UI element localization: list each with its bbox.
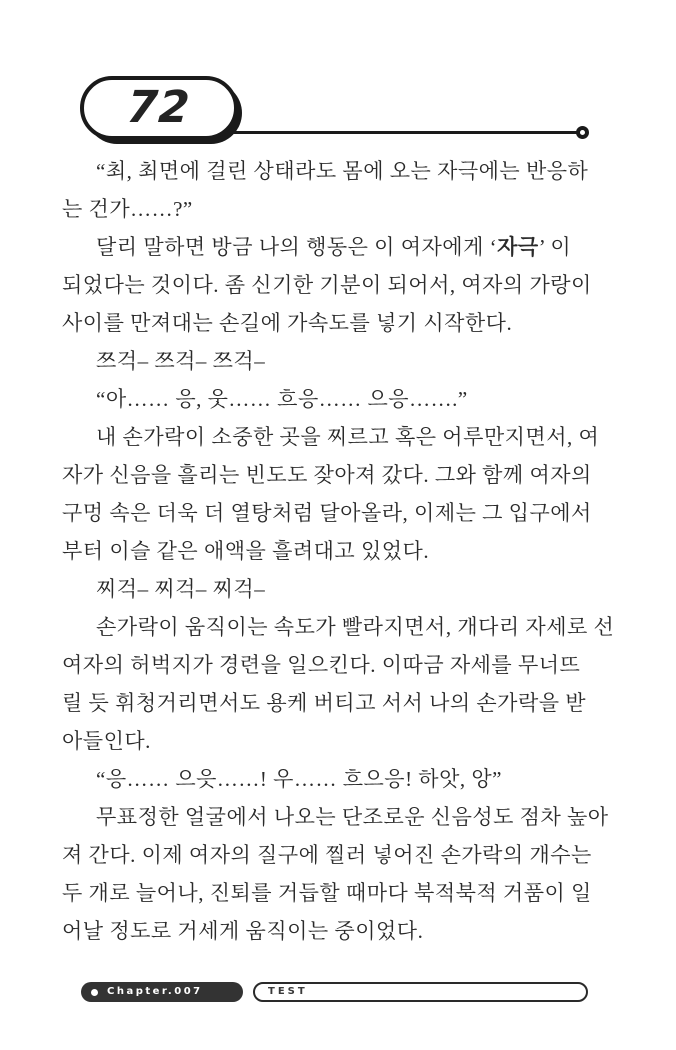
text-segment: 여자의 허벅지가 경련을 일으킨다. 이따금 자세를 무너뜨	[62, 653, 581, 677]
chapter-badge	[81, 982, 243, 1002]
text-segment: “아…… 응, 웃…… 흐응…… 으응…….”	[96, 387, 468, 411]
text-segment: 손가락이 움직이는 속도가 빨라지면서, 개다리 자세로 선	[96, 615, 615, 639]
text-segment: 찌걱– 찌걱– 찌걱–	[96, 577, 266, 601]
text-line	[62, 722, 622, 760]
text-segment: “최, 최면에 걸린 상태라도 몸에 오는 자극에는 반응하	[96, 159, 589, 183]
text-segment: 어날 정도로 거세게 움직이는 중이었다.	[62, 919, 424, 943]
text-line	[62, 608, 622, 646]
text-segment: 구멍 속은 더욱 더 열탕처럼 달아올라, 이제는 그 입구에서	[62, 501, 592, 525]
section-label: TEST	[268, 986, 308, 997]
text-line	[62, 494, 622, 532]
text-segment: 달리 말하면 방금 나의 행동은 이 여자에게 ‘	[96, 235, 498, 259]
bullet-dot-icon	[91, 989, 98, 996]
text-segment: 무표정한 얼굴에서 나오는 단조로운 신음성도 점차 높아	[96, 805, 609, 829]
text-line	[62, 342, 622, 380]
text-line	[62, 456, 622, 494]
text-line	[62, 646, 622, 684]
body-text	[62, 152, 622, 950]
text-line	[62, 874, 622, 912]
text-line	[62, 836, 622, 874]
chapter-label: Chapter.007	[107, 986, 203, 997]
text-segment: 아들인다.	[62, 729, 151, 753]
text-line	[62, 684, 622, 722]
text-segment: 내 손가락이 소중한 곳을 찌르고 혹은 어루만지면서, 여	[96, 425, 600, 449]
text-line	[62, 152, 622, 190]
text-segment: 져 간다. 이제 여자의 질구에 찔러 넣어진 손가락의 개수는	[62, 843, 592, 867]
text-segment: 릴 듯 휘청거리면서도 용케 버티고 서서 나의 손가락을 받	[62, 691, 587, 715]
text-line	[62, 190, 622, 228]
text-line	[62, 532, 622, 570]
text-segment: 사이를 만져대는 손길에 가속도를 넣기 시작한다.	[62, 311, 513, 335]
text-segment: 부터 이슬 같은 애액을 흘려대고 있었다.	[62, 539, 430, 563]
emphasized-text: 자극	[497, 235, 539, 259]
text-line	[62, 266, 622, 304]
text-segment: ’ 이	[538, 235, 572, 259]
header-rule-end-ring-icon	[576, 126, 589, 139]
text-segment: 두 개로 늘어나, 진퇴를 거듭할 때마다 북적북적 거품이 일	[62, 881, 592, 905]
text-line	[62, 798, 622, 836]
text-line	[62, 304, 622, 342]
text-line	[62, 760, 622, 798]
header-rule	[232, 131, 578, 134]
text-segment: 자가 신음을 흘리는 빈도도 잦아져 갔다. 그와 함께 여자의	[62, 463, 592, 487]
text-segment: “응…… 으읏……! 우…… 흐으응! 하앗, 앙”	[96, 767, 502, 791]
text-segment: 되었다는 것이다. 좀 신기한 기분이 되어서, 여자의 가랑이	[62, 273, 592, 297]
text-segment: 쯔걱– 쯔걱– 쯔걱–	[96, 349, 266, 373]
page-number-badge	[80, 76, 238, 140]
section-badge	[253, 982, 588, 1002]
text-line	[62, 228, 622, 266]
text-line	[62, 380, 622, 418]
text-segment: 는 건가……?”	[62, 197, 193, 221]
page-number: 72	[125, 82, 193, 133]
text-line	[62, 570, 622, 608]
text-line	[62, 418, 622, 456]
text-line	[62, 912, 622, 950]
